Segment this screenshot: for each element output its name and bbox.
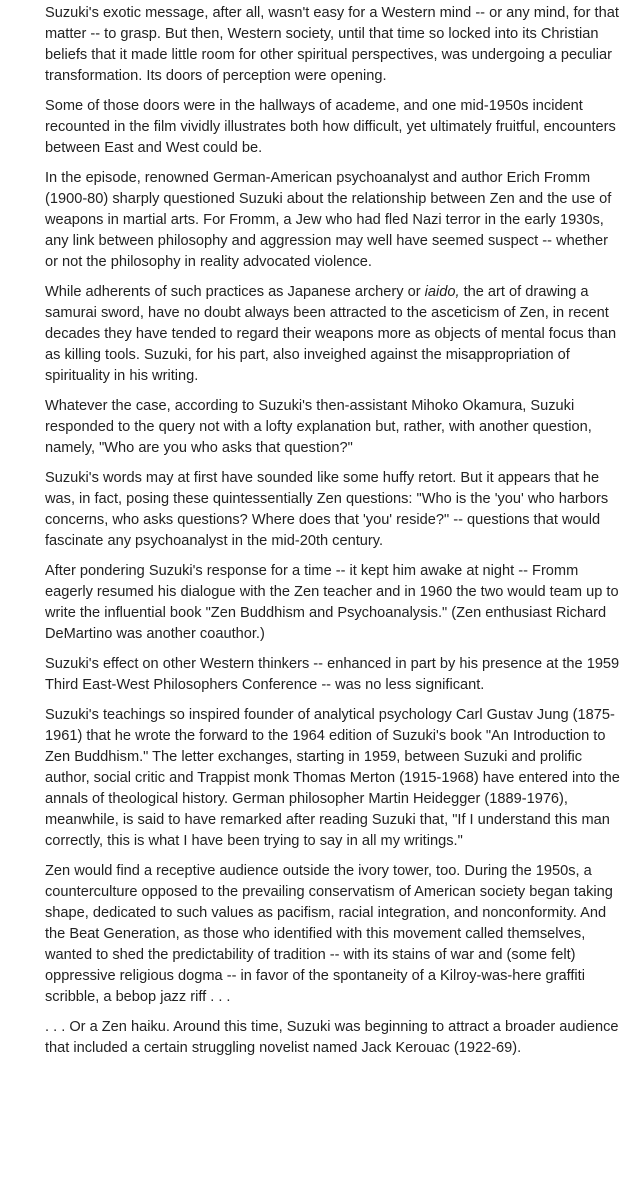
paragraph-text: Suzuki's effect on other Western thinkers -- enhanced in part by his presence at the 1959 Third East-West Philosophers Conference -- was no less significant. bbox=[45, 656, 620, 693]
paragraph-7 bbox=[45, 561, 622, 645]
paragraph-8 bbox=[45, 654, 622, 696]
paragraph-text: Zen would find a receptive audience outside the ivory tower, too. During the 1950s, a counterculture opposed to the prevailing conservatism of American society began taking shape, dedicated to such values as pacifism, racial integration, and nonconformity. And the Beat Generation, as those who identified with this movement called themselves, wanted to shed the predictability of tradition -- with its stains of war and (some felt) oppressive religious dogma -- in favor of the spontaneity of a Kilroy-was-here graffiti scribble, a bebop jazz riff . . . bbox=[45, 863, 613, 1005]
paragraph-6 bbox=[45, 468, 622, 552]
paragraph-text-after: the art of drawing a samurai sword, have no doubt always been attracted to the asceticism of Zen, in recent decades they have tended to regard their weapons more as objects of mental focus than as killing tools. Suzuki, for his part, also inveighed against the misappropriation of spirituality in his writing. bbox=[45, 284, 617, 384]
paragraph-text: . . . Or a Zen haiku. Around this time, Suzuki was beginning to attract a broader audience that included a certain struggling novelist named Jack Kerouac (1922-69). bbox=[45, 1019, 619, 1056]
paragraph-text: Suzuki's words may at first have sounded like some huffy retort. But it appears that he was, in fact, posing these quintessentially Zen questions: "Who is the 'you' who harbors concerns, who asks questions? Where does that 'you' reside?" -- questions that would fascinate any psychoanalyst in the mid-20th century. bbox=[45, 470, 609, 549]
paragraph-text: Suzuki's exotic message, after all, wasn't easy for a Western mind -- or any mind, for that matter -- to grasp. But then, Western society, until that time so locked into its Christian beliefs that it made little room for other spiritual perspectives, was undergoing a peculiar transformation. Its doors of perception were opening. bbox=[45, 5, 619, 84]
paragraph-italic-term: iaido, bbox=[424, 284, 460, 300]
paragraph-text: Whatever the case, according to Suzuki's then-assistant Mihoko Okamura, Suzuki responded to the query not with a lofty explanation but, rather, with another question, namely, "Who are you who asks that question?" bbox=[45, 398, 592, 456]
paragraph-10 bbox=[45, 861, 622, 1008]
paragraph-text: After pondering Suzuki's response for a time -- it kept him awake at night -- Fromm eagerly resumed his dialogue with the Zen teacher and in 1960 the two would team up to write the influential book "Zen Buddhism and Psychoanalysis." (Zen enthusiast Richard DeMartino was another coauthor.) bbox=[45, 563, 619, 642]
paragraph-11 bbox=[45, 1017, 622, 1059]
paragraph-1 bbox=[45, 3, 622, 87]
paragraph-3 bbox=[45, 168, 622, 273]
paragraph-text: Some of those doors were in the hallways of academe, and one mid-1950s incident recounted in the film vividly illustrates both how difficult, yet ultimately fruitful, encounters between East and West could be. bbox=[45, 98, 616, 156]
paragraph-9 bbox=[45, 705, 622, 852]
paragraph-5 bbox=[45, 396, 622, 459]
paragraph-4 bbox=[45, 282, 622, 387]
paragraph-text: Suzuki's teachings so inspired founder of analytical psychology Carl Gustav Jung (1875-1961) that he wrote the forward to the 1964 edition of Suzuki's book "An Introduction to Zen Buddhism." The letter exchanges, starting in 1959, between Suzuki and prolific author, social critic and Trappist monk Thomas Merton (1915-1968) have entered into the annals of theological history. German philosopher Martin Heidegger (1889-1976), meanwhile, is said to have remarked after reading Suzuki that, "If I understand this man correctly, this is what I have been trying to say in all my writings." bbox=[45, 707, 620, 849]
paragraph-text-before: While adherents of such practices as Japanese archery or bbox=[45, 284, 425, 300]
paragraph-2 bbox=[45, 96, 622, 159]
paragraph-text: In the episode, renowned German-American psychoanalyst and author Erich Fromm (1900-80) sharply questioned Suzuki about the relationship between Zen and the use of weapons in martial arts. For Fromm, a Jew who had fled Nazi terror in the early 1930s, any link between philosophy and aggression may well have seemed suspect -- whether or not the philosophy in reality advocated violence. bbox=[45, 170, 612, 270]
